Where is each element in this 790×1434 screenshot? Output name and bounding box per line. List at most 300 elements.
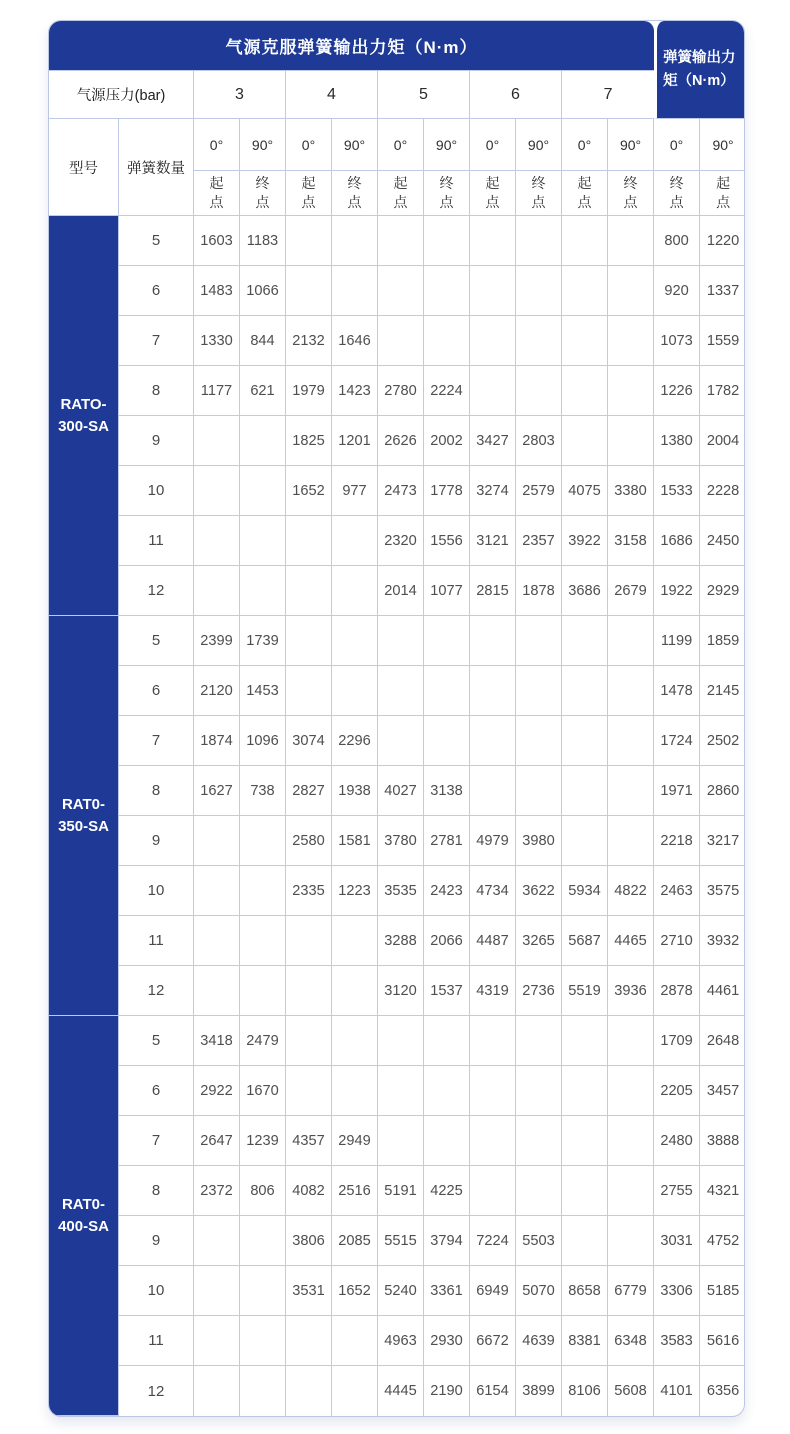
value-cell: 4461 [700, 966, 745, 1016]
value-cell: 2228 [700, 466, 745, 516]
value-cell [240, 1266, 286, 1316]
value-cell: 2066 [424, 916, 470, 966]
value-cell: 3622 [516, 866, 562, 916]
value-cell [332, 966, 378, 1016]
value-cell: 4734 [470, 866, 516, 916]
value-cell [608, 766, 654, 816]
value-cell [240, 916, 286, 966]
value-cell [516, 216, 562, 266]
value-cell [608, 1066, 654, 1116]
value-cell: 3575 [700, 866, 745, 916]
table-row [49, 466, 745, 516]
value-cell: 5934 [562, 866, 608, 916]
value-cell: 2827 [286, 766, 332, 816]
value-cell [516, 1016, 562, 1066]
value-cell: 3535 [378, 866, 424, 916]
value-cell: 1220 [700, 216, 745, 266]
value-cell [562, 266, 608, 316]
point-header-label: 起点 [209, 175, 224, 210]
angle-header: 0° [194, 119, 240, 171]
point-header [332, 171, 378, 216]
table-row [49, 1366, 745, 1416]
value-cell: 2930 [424, 1316, 470, 1366]
value-cell: 3457 [700, 1066, 745, 1116]
value-cell [194, 866, 240, 916]
value-cell: 1627 [194, 766, 240, 816]
spring-count-cell: 5 [119, 616, 194, 666]
value-cell: 1483 [194, 266, 240, 316]
value-cell [332, 566, 378, 616]
value-cell [608, 716, 654, 766]
table-title: 气源克服弹簧输出力矩（N·m） [49, 21, 654, 71]
value-cell: 4752 [700, 1216, 745, 1266]
value-cell: 3274 [470, 466, 516, 516]
value-cell [240, 1366, 286, 1416]
pressure-value: 4 [286, 71, 378, 119]
value-cell: 1739 [240, 616, 286, 666]
value-cell [286, 516, 332, 566]
value-cell: 4027 [378, 766, 424, 816]
value-cell [562, 766, 608, 816]
value-cell: 621 [240, 366, 286, 416]
value-cell [240, 966, 286, 1016]
value-cell: 2004 [700, 416, 745, 466]
point-header [700, 171, 745, 216]
value-cell: 800 [654, 216, 700, 266]
value-cell: 2780 [378, 366, 424, 416]
value-cell: 1226 [654, 366, 700, 416]
value-cell [194, 566, 240, 616]
value-cell: 4319 [470, 966, 516, 1016]
value-cell: 5608 [608, 1366, 654, 1416]
value-cell [516, 366, 562, 416]
value-cell [608, 416, 654, 466]
value-cell: 4445 [378, 1366, 424, 1416]
table-row [49, 1016, 745, 1066]
value-cell [194, 1366, 240, 1416]
model-cell: RATO-300-SA [49, 216, 119, 616]
value-cell: 4101 [654, 1366, 700, 1416]
value-cell: 5687 [562, 916, 608, 966]
spring-count-cell: 10 [119, 866, 194, 916]
value-cell: 6949 [470, 1266, 516, 1316]
point-header [240, 171, 286, 216]
pressure-row [49, 71, 745, 119]
value-cell: 2132 [286, 316, 332, 366]
value-cell: 1177 [194, 366, 240, 416]
value-cell [470, 216, 516, 266]
point-header-label: 终点 [669, 175, 684, 210]
table-row [49, 866, 745, 916]
value-cell [470, 316, 516, 366]
value-cell: 3686 [562, 566, 608, 616]
value-cell [378, 216, 424, 266]
value-cell: 3899 [516, 1366, 562, 1416]
value-cell: 1878 [516, 566, 562, 616]
table-row [49, 766, 745, 816]
spring-count-cell: 8 [119, 766, 194, 816]
value-cell: 3288 [378, 916, 424, 966]
table-row [49, 566, 745, 616]
value-cell: 2423 [424, 866, 470, 916]
spring-count-cell: 7 [119, 1116, 194, 1166]
value-cell [562, 366, 608, 416]
spring-count-cell: 6 [119, 266, 194, 316]
value-cell [424, 1116, 470, 1166]
value-cell: 2736 [516, 966, 562, 1016]
value-cell [424, 1066, 470, 1116]
value-cell: 2679 [608, 566, 654, 616]
angle-header: 0° [286, 119, 332, 171]
value-cell [378, 316, 424, 366]
value-cell [286, 616, 332, 666]
value-cell [516, 766, 562, 816]
value-cell: 4075 [562, 466, 608, 516]
value-cell: 2463 [654, 866, 700, 916]
value-cell: 6154 [470, 1366, 516, 1416]
value-cell [286, 666, 332, 716]
value-cell: 8658 [562, 1266, 608, 1316]
spring-count-cell: 6 [119, 1066, 194, 1116]
table-row [49, 1166, 745, 1216]
value-cell [194, 516, 240, 566]
value-cell [332, 916, 378, 966]
value-cell: 2320 [378, 516, 424, 566]
spring-count-cell: 5 [119, 216, 194, 266]
value-cell [608, 1166, 654, 1216]
value-cell: 2580 [286, 816, 332, 866]
table-row [49, 266, 745, 316]
value-cell: 1239 [240, 1116, 286, 1166]
value-cell: 2502 [700, 716, 745, 766]
value-cell: 4963 [378, 1316, 424, 1366]
value-cell [562, 416, 608, 466]
value-cell: 8106 [562, 1366, 608, 1416]
table-row [49, 816, 745, 866]
value-cell [332, 216, 378, 266]
value-cell: 1652 [332, 1266, 378, 1316]
value-cell: 3531 [286, 1266, 332, 1316]
value-cell: 2224 [424, 366, 470, 416]
value-cell: 3158 [608, 516, 654, 566]
point-header [286, 171, 332, 216]
table-row [49, 1316, 745, 1366]
value-cell [470, 1016, 516, 1066]
spring-column-label: 弹簧数量 [119, 119, 194, 216]
value-cell: 6779 [608, 1266, 654, 1316]
value-cell: 1652 [286, 466, 332, 516]
value-cell: 5185 [700, 1266, 745, 1316]
value-cell [608, 216, 654, 266]
value-cell: 2473 [378, 466, 424, 516]
point-header-label: 起点 [716, 175, 731, 210]
value-cell: 3806 [286, 1216, 332, 1266]
value-cell [424, 716, 470, 766]
value-cell [286, 566, 332, 616]
value-cell [516, 716, 562, 766]
value-cell [424, 316, 470, 366]
value-cell [608, 316, 654, 366]
value-cell [608, 1216, 654, 1266]
value-cell: 1603 [194, 216, 240, 266]
angle-header: 90° [516, 119, 562, 171]
value-cell [562, 666, 608, 716]
value-cell: 3380 [608, 466, 654, 516]
value-cell [516, 266, 562, 316]
value-cell [286, 916, 332, 966]
value-cell: 3780 [378, 816, 424, 866]
value-cell: 5191 [378, 1166, 424, 1216]
value-cell [562, 1116, 608, 1166]
value-cell: 3031 [654, 1216, 700, 1266]
value-cell: 3922 [562, 516, 608, 566]
value-cell [332, 1016, 378, 1066]
value-cell: 1646 [332, 316, 378, 366]
value-cell [424, 1016, 470, 1066]
value-cell [240, 466, 286, 516]
angle-header: 90° [240, 119, 286, 171]
value-cell [562, 1066, 608, 1116]
value-cell [562, 316, 608, 366]
value-cell: 3074 [286, 716, 332, 766]
value-cell [240, 1216, 286, 1266]
value-cell [240, 1316, 286, 1366]
value-cell: 5503 [516, 1216, 562, 1266]
value-cell [562, 216, 608, 266]
value-cell [286, 1316, 332, 1366]
model-cell: RAT0-400-SA [49, 1016, 119, 1416]
value-cell: 6356 [706, 1383, 740, 1399]
value-cell: 2803 [516, 416, 562, 466]
value-cell [470, 1116, 516, 1166]
value-cell: 3138 [424, 766, 470, 816]
value-cell [332, 516, 378, 566]
value-cell: 3932 [700, 916, 745, 966]
angle-header: 0° [654, 119, 700, 171]
value-cell: 3888 [700, 1116, 745, 1166]
model-column-label: 型号 [49, 119, 119, 216]
value-cell: 3427 [470, 416, 516, 466]
value-cell [332, 266, 378, 316]
value-cell: 2296 [332, 716, 378, 766]
value-cell [194, 416, 240, 466]
value-cell: 4321 [700, 1166, 745, 1216]
value-cell [240, 816, 286, 866]
value-cell [378, 266, 424, 316]
value-cell: 1686 [654, 516, 700, 566]
value-cell: 1874 [194, 716, 240, 766]
angle-header: 0° [470, 119, 516, 171]
value-cell: 977 [332, 466, 378, 516]
value-cell: 2860 [700, 766, 745, 816]
angle-header: 0° [562, 119, 608, 171]
value-cell: 1073 [654, 316, 700, 366]
spring-count-cell: 11 [119, 1316, 194, 1366]
point-header-label: 终点 [623, 175, 638, 210]
point-header [378, 171, 424, 216]
angle-header: 90° [700, 119, 745, 171]
value-cell [516, 1116, 562, 1166]
value-cell: 1183 [240, 216, 286, 266]
value-cell [286, 966, 332, 1016]
value-cell [240, 516, 286, 566]
value-cell: 4082 [286, 1166, 332, 1216]
value-cell: 2205 [654, 1066, 700, 1116]
point-header-label: 终点 [255, 175, 270, 210]
value-cell: 2014 [378, 566, 424, 616]
value-cell: 3583 [654, 1316, 700, 1366]
value-cell: 2190 [424, 1366, 470, 1416]
table-row [49, 916, 745, 966]
value-cell: 2399 [194, 616, 240, 666]
value-cell [332, 616, 378, 666]
value-cell: 1971 [654, 766, 700, 816]
value-cell: 1724 [654, 716, 700, 766]
value-cell [470, 1066, 516, 1116]
value-cell [470, 266, 516, 316]
value-cell [516, 1066, 562, 1116]
spring-output-title: 弹簧输出力矩（N·m） [654, 21, 745, 119]
value-cell: 1533 [654, 466, 700, 516]
table-row [49, 616, 745, 666]
value-cell: 1380 [654, 416, 700, 466]
value-cell [378, 716, 424, 766]
value-cell: 1859 [700, 616, 745, 666]
angle-header-row [49, 119, 745, 171]
value-cell [562, 1166, 608, 1216]
value-cell: 1199 [654, 616, 700, 666]
value-cell: 5616 [700, 1316, 745, 1366]
value-cell [470, 616, 516, 666]
value-cell: 2085 [332, 1216, 378, 1266]
value-cell: 3120 [378, 966, 424, 1016]
value-cell [378, 1016, 424, 1066]
angle-header: 90° [424, 119, 470, 171]
table-row [49, 316, 745, 366]
value-cell [332, 666, 378, 716]
value-cell: 1782 [700, 366, 745, 416]
value-cell: 6348 [608, 1316, 654, 1366]
value-cell: 2357 [516, 516, 562, 566]
value-cell [608, 1016, 654, 1066]
value-cell: 1423 [332, 366, 378, 416]
value-cell: 3936 [608, 966, 654, 1016]
title-row [49, 21, 745, 71]
value-cell [332, 1316, 378, 1366]
spring-count-cell: 10 [119, 1266, 194, 1316]
spring-count-cell: 6 [119, 666, 194, 716]
value-cell: 2479 [240, 1016, 286, 1066]
value-cell [608, 616, 654, 666]
value-cell [608, 1116, 654, 1166]
spring-count-cell: 12 [119, 1366, 194, 1416]
value-cell: 4639 [516, 1316, 562, 1366]
table-row [49, 966, 745, 1016]
value-cell: 2335 [286, 866, 332, 916]
table-row [49, 1216, 745, 1266]
value-cell: 1330 [194, 316, 240, 366]
model-cell: RAT0-350-SA [49, 616, 119, 1016]
value-cell [240, 416, 286, 466]
spring-count-cell: 12 [119, 566, 194, 616]
value-cell: 3121 [470, 516, 516, 566]
value-cell [608, 266, 654, 316]
value-cell: 6672 [470, 1316, 516, 1366]
value-cell: 3794 [424, 1216, 470, 1266]
torque-table [49, 21, 745, 1416]
value-cell: 920 [654, 266, 700, 316]
value-cell [424, 216, 470, 266]
value-cell: 1201 [332, 416, 378, 466]
value-cell: 3217 [700, 816, 745, 866]
spring-count-cell: 5 [119, 1016, 194, 1066]
value-cell: 1922 [654, 566, 700, 616]
angle-header: 90° [608, 119, 654, 171]
value-cell [332, 1066, 378, 1116]
value-cell [286, 1066, 332, 1116]
spring-count-cell: 8 [119, 366, 194, 416]
value-cell [286, 1016, 332, 1066]
value-cell [562, 716, 608, 766]
value-cell [332, 1366, 378, 1416]
value-cell: 1778 [424, 466, 470, 516]
value-cell: 2922 [194, 1066, 240, 1116]
table-row [49, 1116, 745, 1166]
value-cell: 2755 [654, 1166, 700, 1216]
value-cell: 738 [240, 766, 286, 816]
value-cell [470, 766, 516, 816]
value-cell [608, 366, 654, 416]
value-cell: 3418 [194, 1016, 240, 1066]
value-cell: 3265 [516, 916, 562, 966]
value-cell: 5070 [516, 1266, 562, 1316]
value-cell [470, 366, 516, 416]
value-cell: 2480 [654, 1116, 700, 1166]
value-cell: 3980 [516, 816, 562, 866]
value-cell: 3361 [424, 1266, 470, 1316]
value-cell: 2145 [700, 666, 745, 716]
pressure-value: 5 [378, 71, 470, 119]
value-cell: 4465 [608, 916, 654, 966]
value-cell: 1478 [654, 666, 700, 716]
pressure-value: 6 [470, 71, 562, 119]
value-cell: 2218 [654, 816, 700, 866]
angle-header: 90° [332, 119, 378, 171]
table-row [49, 416, 745, 466]
point-header-label: 终点 [439, 175, 454, 210]
value-cell [378, 1066, 424, 1116]
value-cell [194, 816, 240, 866]
value-cell: 2450 [700, 516, 745, 566]
value-cell [194, 466, 240, 516]
value-cell: 2878 [654, 966, 700, 1016]
spring-count-cell: 8 [119, 1166, 194, 1216]
value-cell: 1559 [700, 316, 745, 366]
value-cell: 2120 [194, 666, 240, 716]
table-row [49, 716, 745, 766]
table-row [49, 366, 745, 416]
value-cell [516, 616, 562, 666]
point-header [562, 171, 608, 216]
pressure-value: 7 [562, 71, 654, 119]
value-cell: 1581 [332, 816, 378, 866]
value-cell: 5519 [562, 966, 608, 1016]
value-cell [516, 666, 562, 716]
pressure-label: 气源压力(bar) [49, 71, 194, 119]
point-header-label: 起点 [301, 175, 316, 210]
value-cell: 1066 [240, 266, 286, 316]
point-header-label: 起点 [393, 175, 408, 210]
